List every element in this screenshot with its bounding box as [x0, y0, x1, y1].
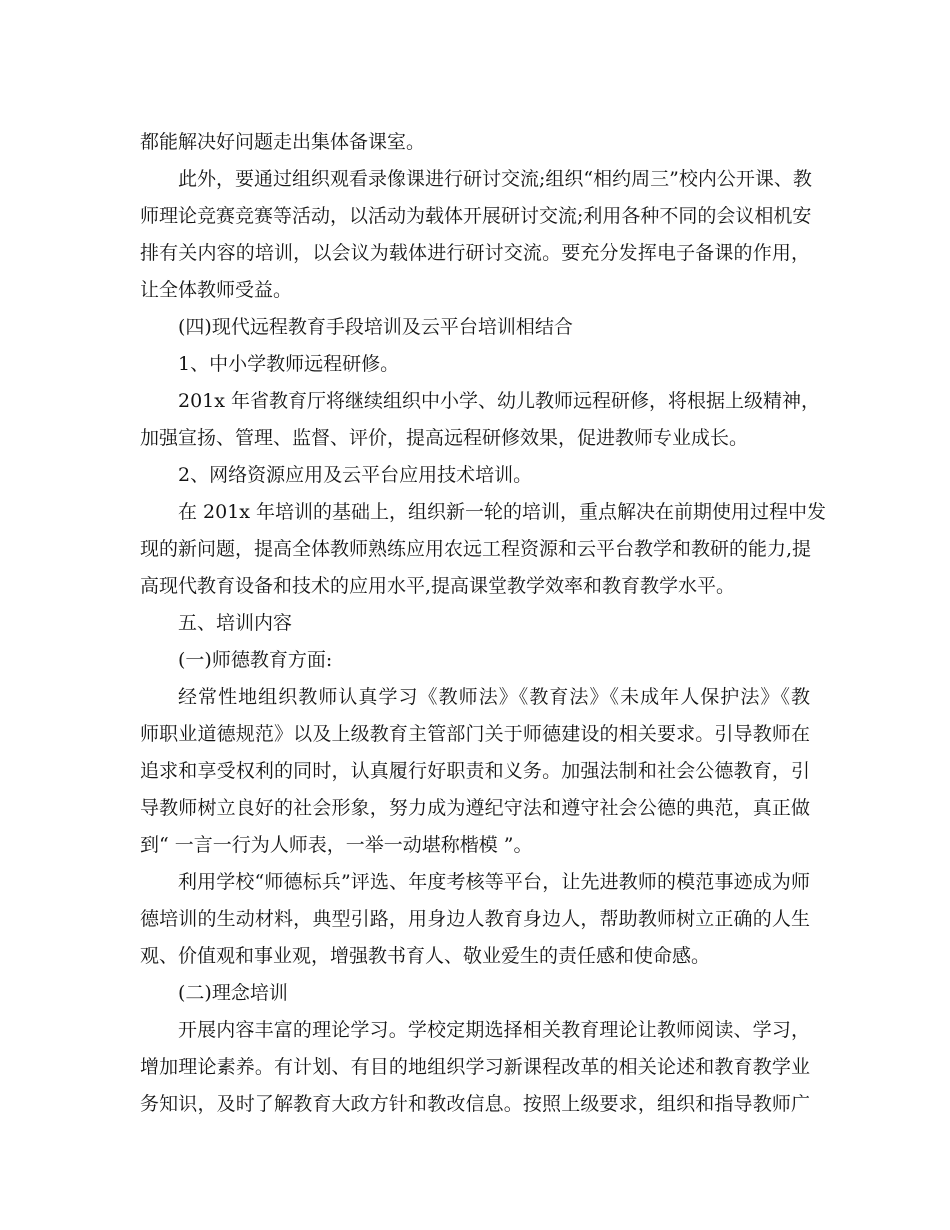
text-line: 师理论竞赛竞赛等活动，以活动为载体开展研讨交流;利用各种不同的会议相机安 [140, 205, 812, 227]
text-line: 让全体教师受益。 [140, 279, 293, 301]
text-line: 在 201x 年培训的基础上，组织新一轮的培训，重点解决在前期使用过程中发 [178, 501, 827, 523]
text-line: 德培训的生动材料，典型引路，用身边人教育身边人，帮助教师树立正确的人生 [140, 908, 810, 930]
subsection-heading: (二)理念培训 [178, 982, 288, 1004]
text-line: 到“ 一言一行为人师表，一举一动堪称楷模 ”。 [140, 834, 533, 856]
text-line: 经常性地组织教师认真学习《教师法》《教育法》《未成年人保护法》《教 [178, 686, 810, 708]
text-line: 增加理论素养。有计划、有目的地组织学习新课程改革的相关论述和教育教学业 [140, 1056, 810, 1078]
subsection-heading: (一)师德教育方面: [178, 649, 333, 671]
text-line: 开展内容丰富的理论学习。学校定期选择相关教育理论让教师阅读、学习， [178, 1019, 810, 1041]
text-line: 此外，要通过组织观看录像课进行研讨交流;组织“相约周三”校内公开课、教 [178, 168, 812, 190]
text-line: 导教师树立良好的社会形象，努力成为遵纪守法和遵守社会公德的典范，真正做 [140, 797, 810, 819]
text-line: 追求和享受权利的同时，认真履行好职责和义务。加强法制和社会公德教育，引 [140, 760, 810, 782]
text-line: 现的新问题，提高全体教师熟练应用农远工程资源和云平台教学和教研的能力,提 [140, 538, 812, 560]
text-line: 201x 年省教育厅将继续组织中小学、幼儿教师远程研修，将根据上级精神， [178, 390, 821, 412]
subsection-heading: 1、中小学教师远程研修。 [178, 353, 400, 375]
text-line: 利用学校“师德标兵”评选、年度考核等平台，让先进教师的模范事迹成为师 [178, 871, 810, 893]
text-line: 高现代教育设备和技术的应用水平,提高课堂教学效率和教育教学水平。 [140, 575, 736, 597]
text-line: 排有关内容的培训，以会议为载体进行研讨交流。要充分发挥电子备课的作用， [140, 242, 810, 264]
text-line: 务知识，及时了解教育大政方针和教改信息。按照上级要求，组织和指导教师广 [140, 1093, 810, 1115]
text-line: 都能解决好问题走出集体备课室。 [140, 131, 426, 153]
text-line: 观、价值观和事业观，增强教书育人、敬业爱生的责任感和使命感。 [140, 945, 711, 967]
section-heading: (四)现代远程教育手段培训及云平台培训相结合 [178, 316, 573, 338]
subsection-heading: 2、网络资源应用及云平台应用技术培训。 [178, 464, 533, 486]
section-heading: 五、培训内容 [178, 612, 293, 634]
text-line: 加强宣扬、管理、监督、评价，提高远程研修效果，促进教师专业成长。 [140, 427, 749, 449]
text-line: 师职业道德规范》以及上级教育主管部门关于师德建设的相关要求。引导教师在 [140, 723, 810, 745]
